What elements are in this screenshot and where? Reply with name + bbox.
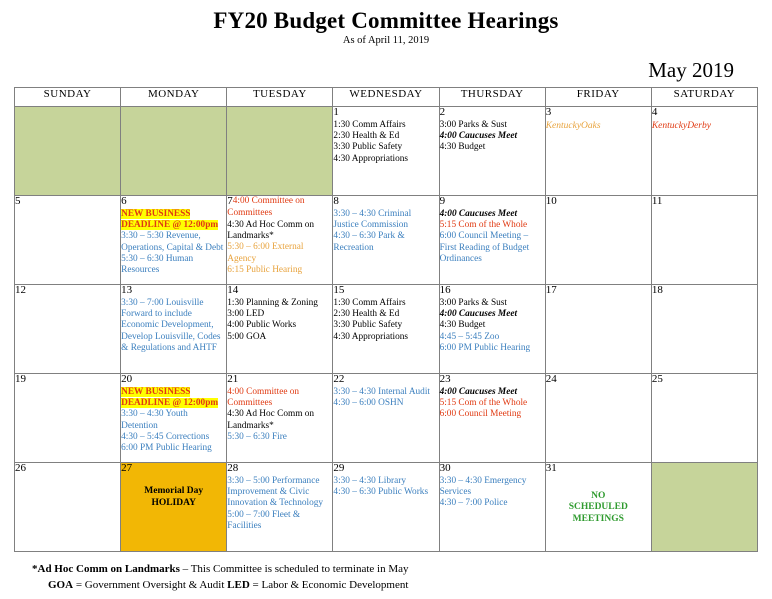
day-number: 17	[545, 284, 557, 296]
calendar-day-22[interactable]	[333, 374, 439, 463]
calendar-day-empty[interactable]	[121, 107, 227, 196]
footnotes	[32, 562, 758, 594]
event-list	[121, 387, 226, 455]
event-item: 4:00 Caucuses Meet	[439, 130, 518, 141]
event-item: 4:00 Committee on Committees	[227, 386, 300, 408]
event-item: 4:00 Caucuses Meet	[439, 208, 518, 219]
calendar-day-11[interactable]	[651, 196, 757, 285]
event-text-highlighted: NEW BUSINESS DEADLINE @ 12:00pm	[121, 208, 219, 230]
calendar-day-14[interactable]	[227, 285, 333, 374]
event-list	[333, 120, 438, 165]
day-number: 9	[439, 195, 446, 207]
day-number: 20	[121, 373, 133, 385]
event-list	[227, 220, 332, 277]
weekday-header-saturday: SATURDAY	[651, 88, 757, 107]
calendar-day-8[interactable]	[333, 196, 439, 285]
event-item: 1:30 Comm Affairs	[333, 297, 406, 308]
day-number: 15	[333, 284, 345, 296]
event-text: 4:00 Committee on Committees	[227, 196, 305, 218]
day-number: 12	[15, 284, 26, 296]
day-number: 25	[651, 373, 663, 385]
event-list	[227, 298, 332, 343]
event-list	[652, 120, 757, 132]
calendar-table	[14, 87, 758, 552]
calendar-day-9[interactable]	[439, 196, 545, 285]
oaks-note: Kentucky	[545, 120, 582, 131]
calendar-day-5[interactable]	[15, 196, 121, 285]
event-list	[440, 387, 545, 421]
event-list	[546, 120, 651, 132]
day-number: 18	[651, 284, 663, 296]
calendar-day-13[interactable]	[121, 285, 227, 374]
weekday-header-friday: FRIDAY	[545, 88, 651, 107]
footnote-landmarks-label: *Ad Hoc Comm on Landmarks	[32, 563, 180, 575]
day-number: 21	[227, 373, 239, 385]
event-list	[333, 387, 438, 410]
event-item: 3:30 – 4:30 Criminal Justice Commission	[333, 208, 412, 230]
calendar-day-19[interactable]	[15, 374, 121, 463]
day-number: 14	[227, 284, 239, 296]
calendar-day-2[interactable]	[439, 107, 545, 196]
event-item: 4:00 Public Works	[227, 320, 297, 331]
calendar-day-25[interactable]	[651, 374, 757, 463]
event-item: 1:30 Comm Affairs	[333, 119, 406, 130]
event-item: 3:00 Parks & Sust	[439, 119, 507, 130]
day-number: 27	[121, 462, 133, 474]
calendar-page	[0, 8, 772, 599]
holiday-line: Memorial Day	[144, 485, 204, 496]
calendar-day-30[interactable]	[439, 463, 545, 552]
calendar-day-16[interactable]	[439, 285, 545, 374]
calendar-day-23[interactable]	[439, 374, 545, 463]
event-item: 4:30 – 6:00 OSHN	[333, 397, 404, 408]
day-number: 29	[333, 462, 345, 474]
event-item: 3:30 – 7:00 Louisville Forward to include Economic Development, Develop Louisville, Codes & Regulations and AHTF	[121, 297, 221, 353]
calendar-week-row	[15, 285, 758, 374]
calendar-day-empty[interactable]	[651, 463, 757, 552]
calendar-week-row	[15, 374, 758, 463]
event-list	[333, 209, 438, 254]
weekday-header-row	[15, 88, 758, 107]
event-list	[227, 387, 332, 444]
footnote-landmarks-text: – This Committee is scheduled to terminate in May	[179, 563, 409, 575]
calendar-day-20[interactable]	[121, 374, 227, 463]
event-list	[440, 209, 545, 266]
event-item: 3:30 – 4:30 Emergency Services	[439, 475, 527, 497]
calendar-week-row	[15, 107, 758, 196]
weekday-header-tuesday: TUESDAY	[227, 88, 333, 107]
event-item: 3:30 – 4:30 Youth Detention	[121, 409, 188, 431]
day-number: 31	[545, 462, 557, 474]
event-item: 5:15 Com of the Whole	[439, 397, 528, 408]
event-list	[121, 209, 226, 277]
event-item: 3:30 – 5:00 Performance Improvement & Civic Innovation & Technology	[227, 475, 324, 509]
event-item: 4:30 – 5:45 Corrections	[121, 431, 210, 442]
event-item: 5:00 GOA	[227, 331, 267, 342]
day-number: 24	[545, 373, 557, 385]
event-item: 3:30 – 4:30 Library	[333, 475, 406, 486]
event-item: 4:30 Appropriations	[333, 153, 409, 164]
weekday-header-monday: MONDAY	[121, 88, 227, 107]
calendar-day-17[interactable]	[545, 285, 651, 374]
calendar-day-21[interactable]	[227, 374, 333, 463]
footnote-goa-label: GOA	[48, 578, 74, 591]
calendar-week-row	[15, 196, 758, 285]
event-item: 2:30 Health & Ed	[333, 130, 400, 141]
derby-note: Derby	[687, 120, 711, 131]
holiday-line: HOLIDAY	[151, 497, 196, 508]
calendar-day-1[interactable]	[333, 107, 439, 196]
no-meetings-line: NO	[591, 490, 606, 501]
weekday-header-thursday: THURSDAY	[439, 88, 545, 107]
event-item: 4:30 Budget	[439, 320, 486, 331]
event-item	[121, 209, 226, 232]
page-subtitle: As of April 11, 2019	[342, 35, 430, 46]
event-list	[440, 476, 545, 510]
calendar-day-4[interactable]	[651, 107, 757, 196]
calendar-day-18[interactable]	[651, 285, 757, 374]
calendar-day-empty[interactable]	[227, 107, 333, 196]
day-number: 7	[227, 195, 233, 207]
event-list	[440, 120, 545, 154]
day-number: 26	[15, 462, 26, 474]
footnote-led-text: = Labor & Economic Development	[249, 578, 409, 591]
event-list	[440, 298, 545, 355]
event-item: 1:30 Planning & Zoning	[227, 297, 318, 308]
event-item: 6:00 Council Meeting – First Reading of Budget Ordinances	[439, 231, 530, 264]
day-number: 8	[333, 195, 339, 207]
footnote-abbreviations	[48, 578, 758, 594]
event-item: 5:00 – 7:00 Fleet & Facilities	[227, 509, 301, 531]
event-item: 3:00 LED	[227, 308, 265, 319]
calendar-day-3[interactable]	[545, 107, 651, 196]
calendar-day-10[interactable]	[545, 196, 651, 285]
day-number: 28	[227, 462, 239, 474]
day-number: 23	[439, 373, 451, 385]
day-number: 11	[651, 195, 663, 207]
oaks-note: Oaks	[581, 120, 601, 131]
day-number: 3	[545, 106, 552, 118]
event-list	[333, 476, 438, 499]
day-number: 1	[333, 106, 339, 118]
calendar-day-24[interactable]	[545, 374, 651, 463]
calendar-day-28[interactable]	[227, 463, 333, 552]
event-item: 5:30 – 6:00 External Agency	[227, 242, 304, 264]
event-item: 5:15 Com of the Whole	[439, 219, 528, 230]
event-item: 4:30 – 6:30 Park & Recreation	[333, 231, 405, 253]
month-label: May 2019	[648, 58, 734, 82]
day-number: 22	[333, 373, 345, 385]
day-number: 4	[651, 106, 658, 118]
day-number: 16	[439, 284, 451, 296]
no-meetings-note	[546, 491, 651, 527]
day-number: 30	[439, 462, 451, 474]
event-item: 3:00 Parks & Sust	[439, 297, 507, 308]
event-item: 6:00 PM Public Hearing	[121, 443, 212, 454]
day-number: 5	[15, 195, 21, 207]
footnote-goa-text: = Government Oversight & Audit	[73, 578, 228, 591]
weekday-header-wednesday: WEDNESDAY	[333, 88, 439, 107]
event-text-highlighted: NEW BUSINESS DEADLINE @ 12:00pm	[121, 386, 219, 408]
event-item: 5:30 – 6:30 Fire	[227, 431, 287, 442]
event-list	[333, 298, 438, 343]
event-item: 3:30 – 4:30 Internal Audit	[333, 386, 430, 397]
event-list	[121, 298, 226, 355]
footnote-led-label: LED	[227, 578, 250, 591]
event-item: 4:30 – 6:30 Public Works	[333, 486, 429, 497]
calendar-week-row	[15, 463, 758, 552]
day-number: 19	[15, 373, 26, 385]
calendar-day-12[interactable]	[15, 285, 121, 374]
event-item: 4:30 – 7:00 Police	[439, 498, 508, 509]
calendar-day-27[interactable]	[121, 463, 227, 552]
calendar-day-empty[interactable]	[15, 107, 121, 196]
holiday-note	[121, 485, 226, 510]
calendar-day-7[interactable]	[227, 196, 333, 285]
event-item: 6:00 Council Meeting	[439, 409, 522, 420]
event-item: 4:30 Ad Hoc Comm on Landmarks*	[227, 409, 315, 431]
event-item: 6:00 PM Public Hearing	[439, 342, 531, 353]
calendar-day-6[interactable]	[121, 196, 227, 285]
calendar-day-31[interactable]	[545, 463, 651, 552]
event-item: 5:30 – 6:30 Human Resources	[121, 253, 194, 276]
page-title: FY20 Budget Committee Hearings	[213, 8, 559, 33]
event-item: 3:30 Public Safety	[333, 142, 403, 153]
no-meetings-line: MEETINGS	[572, 514, 624, 525]
day-number: 2	[439, 106, 446, 118]
day-number: 10	[545, 195, 557, 207]
event-item: 4:00 Caucuses Meet	[439, 308, 518, 319]
event-item: 6:15 Public Hearing	[227, 265, 303, 276]
event-item: 4:30 Ad Hoc Comm on Landmarks*	[227, 219, 315, 242]
event-item: 3:30 Public Safety	[333, 320, 403, 331]
event-item: 4:30 Appropriations	[333, 331, 409, 342]
event-item: 4:30 Budget	[439, 142, 486, 153]
calendar-day-26[interactable]	[15, 463, 121, 552]
event-item: 4:45 – 5:45 Zoo	[439, 331, 500, 342]
event-list	[227, 476, 332, 533]
event-item: 2:30 Health & Ed	[333, 308, 400, 319]
day-number: 13	[121, 284, 133, 296]
event-item	[121, 387, 226, 410]
footnote-landmarks	[32, 562, 758, 578]
derby-note: Kentucky	[651, 120, 688, 131]
calendar-day-29[interactable]	[333, 463, 439, 552]
event-item: 3:30 – 5:30 Revenue, Operations, Capital & Debt	[121, 231, 224, 253]
day-number: 6	[121, 195, 127, 207]
weekday-header-sunday: SUNDAY	[15, 88, 121, 107]
no-meetings-line: SCHEDULED	[568, 502, 628, 513]
event-item: 4:00 Caucuses Meet	[439, 386, 518, 397]
calendar-day-15[interactable]	[333, 285, 439, 374]
